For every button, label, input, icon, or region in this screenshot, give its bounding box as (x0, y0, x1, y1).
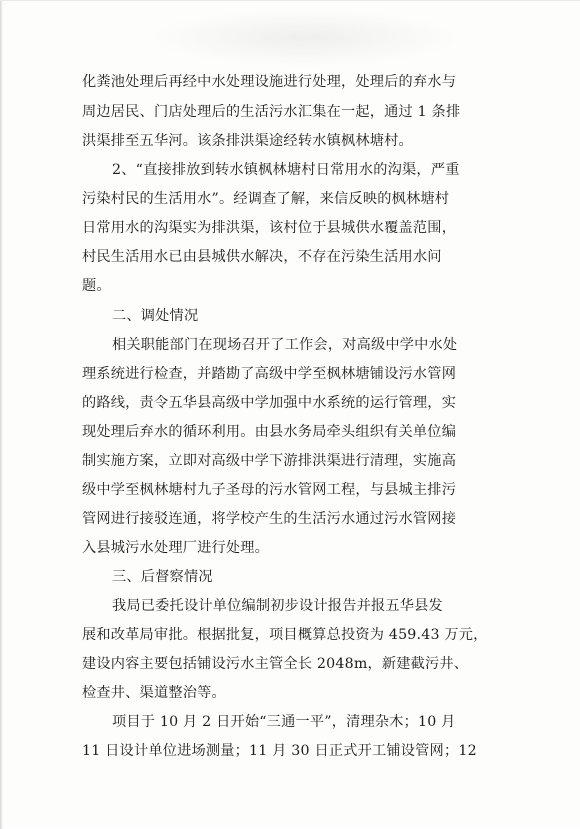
body-line: 污染村民的生活用水”。经调查了解，来信反映的枫林塘村 (82, 191, 450, 207)
body-line: 洪渠排至五华河。该条排洪渠途经转水镇枫林塘村。 (82, 133, 413, 149)
body-line: 周边居民、门店处理后的生活污水汇集在一起，通过 1 条排 (82, 104, 461, 120)
body-line: 11 日设计单位进场测量；11 月 30 日正式开工铺设管网；12 (82, 743, 477, 759)
body-line: 制实施方案，立即对高级中学下游排洪渠进行清理，实施高 (82, 453, 457, 469)
body-line: 管网进行接驳连通，将学校产生的生活污水通过污水管网接 (82, 511, 457, 527)
body-line: 项目于 10 月 2 日开始“三通一平”，清理杂木；10 月 (112, 714, 456, 730)
body-line: 现处理后弃水的循环利用。由县水务局牵头组织有关单位编 (82, 424, 457, 440)
scan-smudge (150, 9, 460, 67)
body-line: 理系统进行检查，并踏勘了高级中学至枫林塘铺设污水管网 (82, 366, 457, 382)
body-line: 检查井、渠道整治等。 (82, 685, 226, 701)
body-line: 相关职能部门在现场召开了工作会，对高级中学中水处 (112, 337, 458, 353)
body-line: 展和改革局审批。根据批复，项目概算总投资为 459.43 万元， (82, 627, 488, 643)
body-line: 2、“直接排放到转水镇枫林塘村日常用水的沟渠，严重 (112, 162, 460, 178)
body-line: 入县城污水处理厂进行处理。 (82, 540, 270, 556)
body-line: 我局已委托设计单位编制初步设计报告并报五华县发 (112, 598, 443, 614)
page-edge-shadow (0, 1, 3, 829)
body-line: 题。 (82, 278, 111, 294)
body-line: 化粪池处理后再经中水处理设施进行处理，处理后的弃水与 (82, 74, 457, 90)
body-line: 村民生活用水已由县城供水解决，不存在污染生活用水问 (82, 249, 442, 265)
body-line: 日常用水的沟渠实为排洪渠，该村位于县城供水覆盖范围， (82, 220, 457, 236)
section-heading: 三、后督察情况 (112, 569, 213, 585)
body-line: 的路线，责令五华县高级中学加强中水系统的运行管理，实 (82, 395, 457, 411)
section-heading: 二、调处情况 (112, 308, 199, 324)
body-line: 建设内容主要包括铺设污水主管全长 2048m，新建截污井、 (82, 656, 469, 672)
body-line: 级中学至枫林塘村九子圣母的污水管网工程，与县城主排污 (82, 482, 457, 498)
